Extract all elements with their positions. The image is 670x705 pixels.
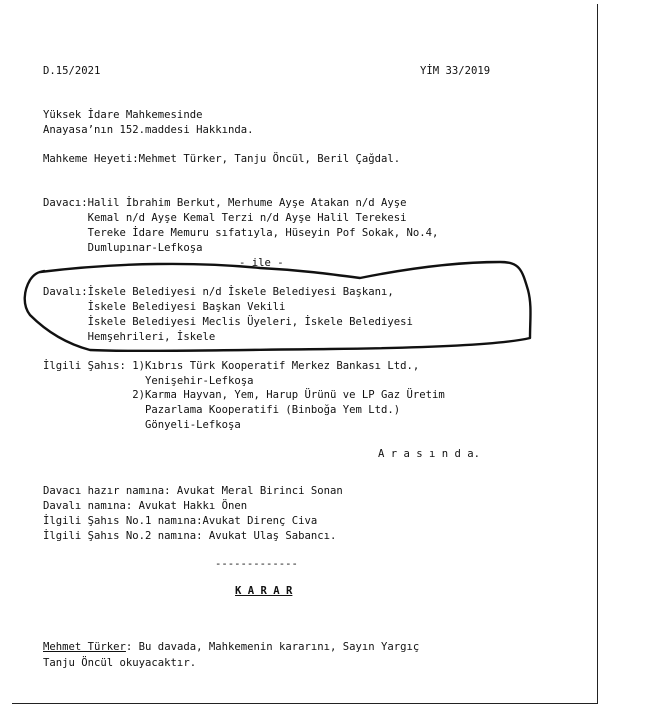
court-basis: Anayasa’nın 152.maddesi Hakkında. (43, 124, 254, 136)
opening-line-2: Tanju Öncül okuyacaktır. (43, 657, 197, 669)
defendant-line-3: İskele Belediyesi Meclis Üyeleri, İskele Belediyesi (43, 316, 413, 328)
between-label: A r a s ı n d a. (378, 448, 481, 460)
case-number: YİM 33/2019 (420, 65, 491, 77)
interested-line-2: Yenişehir-Lefkoşa (43, 375, 254, 387)
versus-separator: - ile - (239, 257, 284, 269)
counsel-line-2: Davalı namına: Avukat Hakkı Önen (43, 500, 248, 512)
defendant-line-2: İskele Belediyesi Başkan Vekili (43, 301, 286, 313)
opening-text: : Bu davada, Mahkemenin kararını, Sayın Yargıç (125, 641, 420, 653)
counsel-line-4: İlgili Şahıs No.2 namına: Avukat Ulaş Sabancı. (43, 530, 337, 542)
counsel-line-3: İlgili Şahıs No.1 namına:Avukat Direnç Civa (43, 515, 318, 527)
plaintiff-line-1: Davacı:Halil İbrahim Berkut, Merhume Ayşe Atakan n/d Ayşe (43, 197, 407, 209)
defendant-line-4: Hemşehrileri, İskele (43, 331, 216, 343)
interested-line-1: İlgili Şahıs: 1)Kıbrıs Türk Kooperatif Merkez Bankası Ltd., (43, 360, 420, 372)
counsel-line-1: Davacı hazır namına: Avukat Meral Birinci Sonan (43, 485, 343, 497)
interested-line-5: Gönyeli-Lefkoşa (43, 419, 241, 431)
judge-name: Mehmet Türker (43, 641, 126, 653)
section-separator: ------------- (215, 558, 298, 570)
plaintiff-line-4: Dumlupınar-Lefkoşa (43, 242, 203, 254)
opening-line-1 (43, 640, 419, 654)
decision-number: D.15/2021 (43, 65, 101, 77)
court-panel: Mahkeme Heyeti:Mehmet Türker, Tanju Öncül, Beril Çağdal. (43, 153, 401, 165)
defendant-line-1: Davalı:İskele Belediyesi n/d İskele Belediyesi Başkanı, (43, 286, 394, 298)
plaintiff-line-2: Kemal n/d Ayşe Kemal Terzi n/d Ayşe Halil Terekesi (43, 212, 407, 224)
interested-line-3: 2)Karma Hayvan, Yem, Harup Ürünü ve LP Gaz Üretim (43, 389, 445, 401)
plaintiff-line-3: Tereke İdare Memuru sıfatıyla, Hüseyin Pof Sokak, No.4, (43, 227, 439, 239)
court-name: Yüksek İdare Mahkemesinde (43, 109, 203, 121)
interested-line-4: Pazarlama Kooperatifi (Binboğa Yem Ltd.) (43, 404, 401, 416)
decision-title: K A R A R (235, 585, 293, 597)
